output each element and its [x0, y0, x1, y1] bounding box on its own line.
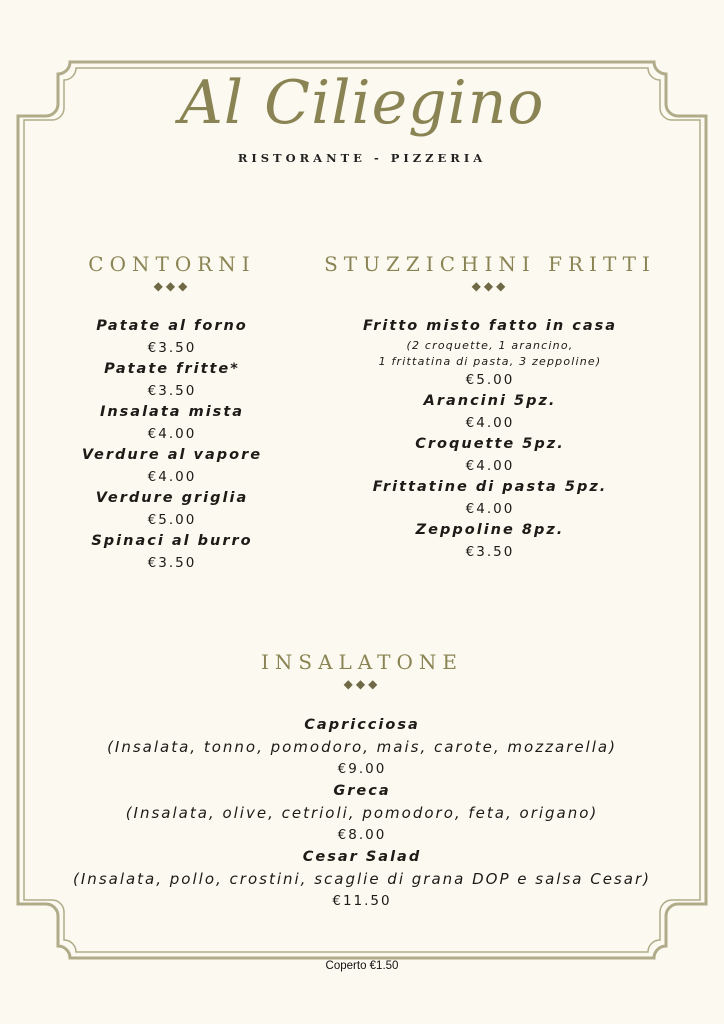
item-price: €4.00 [465, 414, 515, 431]
item-price: €5.00 [147, 511, 197, 528]
menu-item [312, 316, 668, 391]
menu-item [40, 846, 684, 912]
menu-item [312, 391, 668, 434]
item-name: Arancini 5pz. [423, 393, 557, 409]
menu-item [72, 488, 272, 531]
item-name: Patate fritte* [104, 361, 240, 377]
contorni-ornament: ◆◆◆ [153, 279, 191, 293]
stuzzichini-ornament: ◆◆◆ [471, 279, 509, 293]
menu-item [40, 780, 684, 846]
item-price: €9.00 [337, 761, 387, 777]
item-price: €4.00 [147, 468, 197, 485]
item-price: €4.00 [147, 425, 197, 442]
item-name: Capricciosa [304, 717, 420, 733]
item-name: Verdure al vapore [81, 447, 263, 463]
item-name: Spinaci al burro [91, 533, 253, 549]
item-description: 1 frittatina di pasta, 3 zeppoline) [378, 354, 602, 368]
item-description: (Insalata, olive, cetrioli, pomodoro, feta, origano) [125, 804, 599, 822]
item-price: €4.00 [465, 500, 515, 517]
item-name: Insalata mista [99, 404, 245, 420]
menu-item [72, 445, 272, 488]
item-price: €8.00 [337, 827, 387, 843]
item-name: Croquette 5pz. [415, 436, 565, 452]
insalatone-title: INSALATONE [260, 650, 463, 674]
item-price: €3.50 [147, 554, 197, 571]
item-name: Patate al forno [96, 318, 248, 334]
menu-item [72, 316, 272, 359]
menu-item [72, 402, 272, 445]
item-name: Zeppoline 8pz. [415, 522, 565, 538]
menu-item [312, 477, 668, 520]
item-price: €5.00 [465, 371, 515, 388]
insalatone-list [40, 714, 684, 912]
coperto-note: Coperto €1.50 [325, 960, 399, 972]
contorni-list [72, 316, 272, 574]
stuzzichini-title: STUZZICHINI FRITTI [324, 252, 656, 276]
item-price: €3.50 [147, 339, 197, 356]
item-price: €4.00 [465, 457, 515, 474]
menu-item [40, 714, 684, 780]
item-description: (Insalata, pollo, crostini, scaglie di grana DOP e salsa Cesar) [73, 870, 651, 888]
item-description: (2 croquette, 1 arancino, [406, 338, 574, 352]
logo: Al Ciliegino [179, 68, 545, 138]
insalatone-ornament: ◆◆◆ [343, 677, 381, 691]
restaurant-subtitle: RISTORANTE - PIZZERIA [237, 151, 487, 165]
item-price: €3.50 [465, 543, 515, 560]
item-price: €3.50 [147, 382, 197, 399]
item-name: Greca [333, 783, 391, 799]
contorni-title: CONTORNI [88, 252, 256, 276]
stuzzichini-list [312, 316, 668, 563]
menu-item [312, 434, 668, 477]
item-name: Verdure griglia [95, 490, 249, 506]
item-price: €11.50 [332, 893, 392, 909]
item-name: Fritto misto fatto in casa [362, 318, 618, 334]
menu-item [72, 359, 272, 402]
menu-item [312, 520, 668, 563]
item-name: Cesar Salad [302, 849, 422, 865]
item-name: Frittatine di pasta 5pz. [372, 479, 608, 495]
menu-item [72, 531, 272, 574]
item-description: (Insalata, tonno, pomodoro, mais, carote, mozzarella) [107, 738, 617, 756]
